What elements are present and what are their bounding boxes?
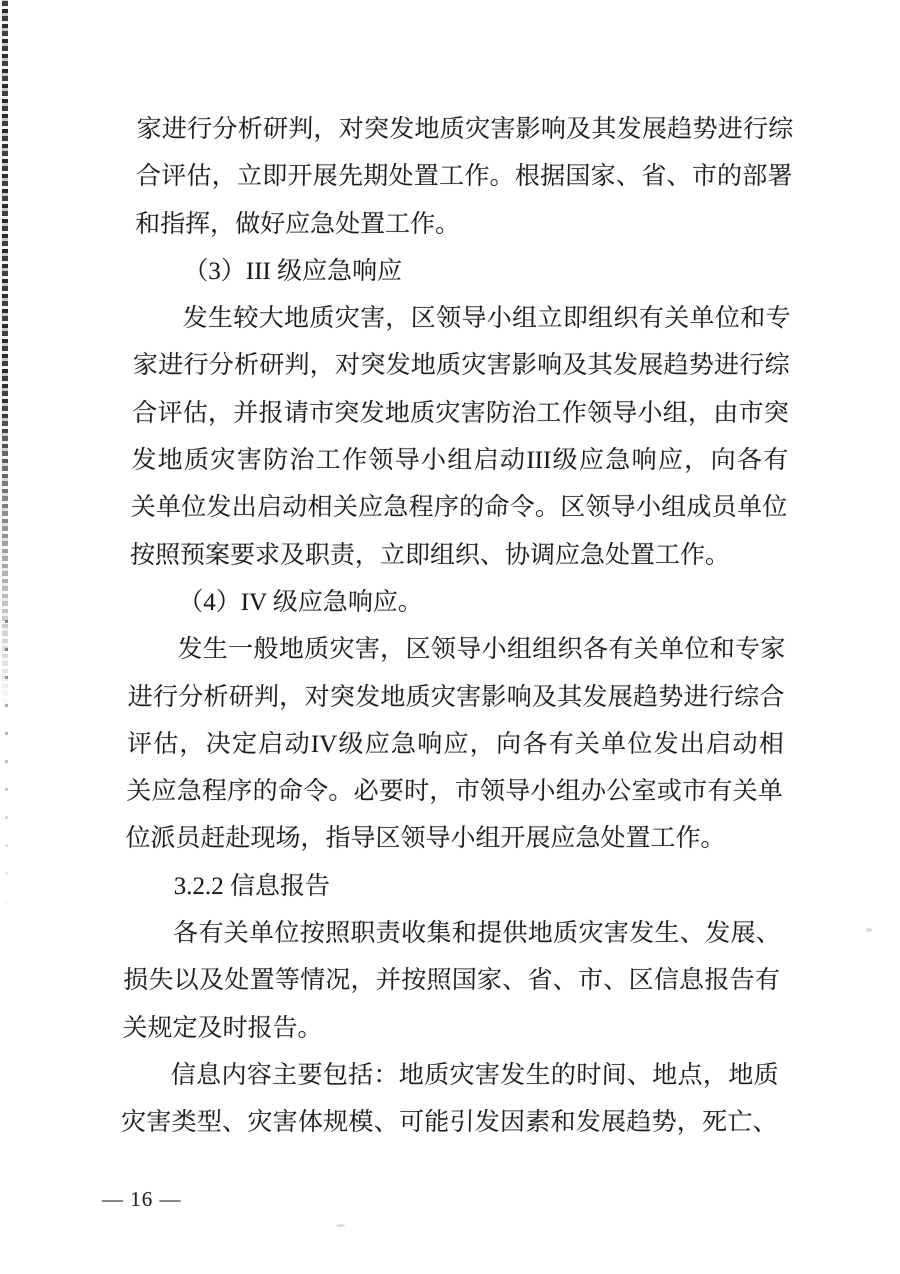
- text-line: 发 生 较 大 地 质 灾 害 ， 区 领 导 小 组 立 即 组 织 有 关 单 位 和 专: [182, 305, 791, 333]
- text-line: 评 估 ， 决 定 启 动 IV 级 应 急 响 应 ， 向 各 有 关 单 位 发 出 启 动 相: [126, 730, 784, 758]
- text-line: 各 有 关 单 位 按 照 职 责 收 集 和 提 供 地 质 灾 害 发 生 、 发 展 、: [172, 920, 782, 948]
- page-number: — 16 —: [102, 1187, 182, 1211]
- text-line: 损 失 以 及 处 置 等 情 况 ， 并 按 照 国 家 、 省 、 市 、 区 信 息 报 告 有: [123, 967, 781, 995]
- scan-speck: [866, 928, 872, 932]
- text-line: 3.2.2 信息报告: [173, 872, 331, 900]
- text-line: 进 行 分 析 研 判 ， 对 突 发 地 质 灾 害 影 响 及 其 发 展 趋 势 进 行 综 合: [127, 683, 785, 711]
- scan-speck: [336, 1224, 345, 1227]
- text-line: 按照预案要求及职责，立即组织、协调应急处置工作。: [129, 541, 731, 569]
- text-line: 合 评 估 ， 立 即 开 展 先 期 处 置 工 作 。 根 据 国 家 、 省 、 市 的 部 署: [135, 163, 793, 191]
- scan-artifact-left-edge-trail: [5, 620, 8, 920]
- text-line: （3）III 级应急响应: [183, 257, 403, 285]
- text-line: 家 进 行 分 析 研 判 ， 对 突 发 地 质 灾 害 影 响 及 其 发 展 趋 势 进 行 综: [132, 352, 790, 380]
- text-line: 关规定及时报告。: [122, 1014, 323, 1042]
- text-line: 发 生 一 般 地 质 灾 害 ， 区 领 导 小 组 组 织 各 有 关 单 位 和 专 家: [177, 636, 786, 664]
- text-line: 和指挥，做好应急处置工作。: [134, 210, 461, 238]
- text-line: 关 应 急 程 序 的 命 令 。 必 要 时 ， 市 领 导 小 组 办 公 室 或 市 有 关 单: [126, 778, 784, 806]
- text-line: 家 进 行 分 析 研 判 ， 对 突 发 地 质 灾 害 影 响 及 其 发 展 趋 势 进 行 综: [136, 116, 794, 143]
- text-line: 信 息 内 容 主 要 包 括 ： 地 质 灾 害 发 生 的 时 间 、 地 点 ， 地 质: [170, 1061, 779, 1089]
- text-line: 发 地 质 灾 害 防 治 工 作 领 导 小 组 启 动 III 级 应 急 响 应 ， 向 各 有: [131, 447, 789, 475]
- text-line: 关 单 位 发 出 启 动 相 关 应 急 程 序 的 命 令 。 区 领 导 小 组 成 员 单 位: [130, 494, 788, 522]
- text-line: 合 评 估 ， 并 报 请 市 突 发 地 质 灾 害 防 治 工 作 领 导 小 组 ， 由 市 突: [131, 399, 790, 427]
- document-body: [121, 106, 794, 1147]
- scan-artifact-left-edge: [2, 0, 8, 724]
- text-line: 灾 害 类 型 、 灾 害 体 规 模 、 可 能 引 发 因 素 和 发 展 趋 势 ， 死 亡 、: [120, 1109, 778, 1137]
- text-line: （4）IV 级应急响应。: [177, 588, 424, 616]
- text-line: 位派员赶赴现场，指导区领导小组开展应急处置工作。: [125, 825, 726, 853]
